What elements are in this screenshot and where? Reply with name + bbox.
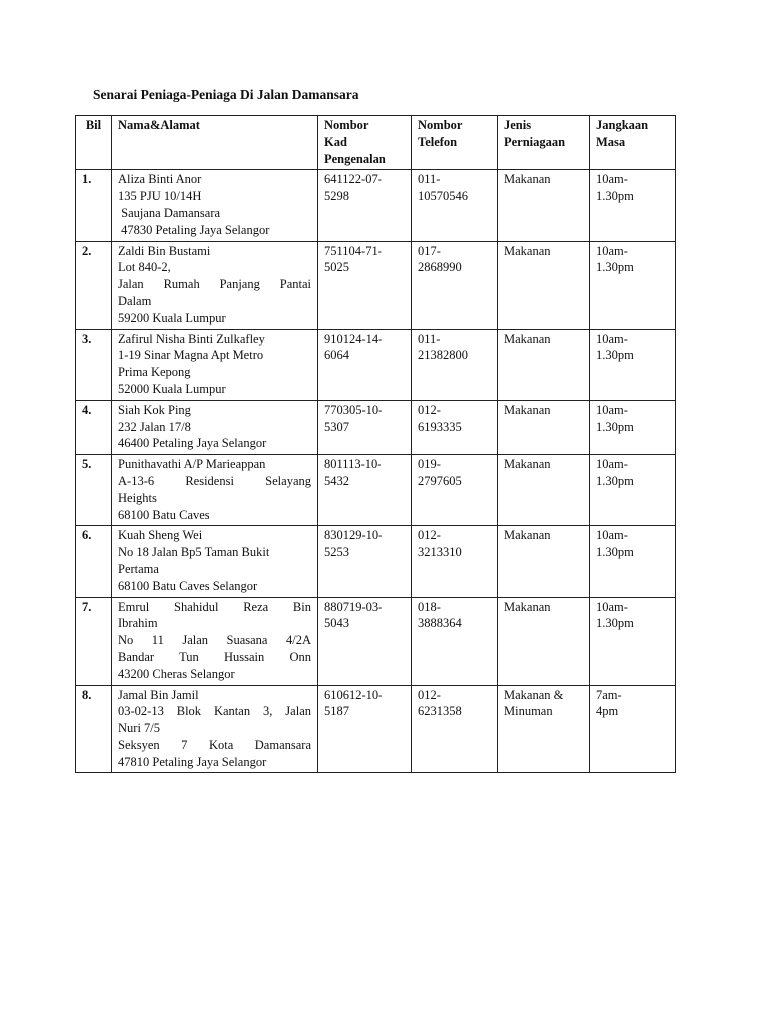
cell-nama-alamat-line: Zaldi Bin Bustami xyxy=(118,243,211,258)
cell-bil: 2. xyxy=(76,241,112,329)
cell-nama-alamat-line: Siah Kok Ping xyxy=(118,402,191,417)
cell-jangkaan-masa-line: 1.30pm xyxy=(596,473,634,488)
cell-telefon xyxy=(412,241,498,329)
cell-nama-alamat-line: No 11 Jalan Suasana 4/2A xyxy=(118,633,311,648)
table-row xyxy=(76,597,676,685)
cell-kad-pengenalan xyxy=(318,526,412,597)
cell-nama-alamat xyxy=(112,685,318,773)
cell-jangkaan-masa xyxy=(590,455,676,526)
table-row xyxy=(76,685,676,773)
cell-kad-pengenalan-line: 6064 xyxy=(324,348,349,363)
cell-telefon-line: 011- xyxy=(418,331,441,346)
cell-telefon-line: 3888364 xyxy=(418,616,462,631)
cell-jenis-perniagaan xyxy=(498,685,590,773)
cell-nama-alamat-line: 68100 Batu Caves Selangor xyxy=(118,578,258,593)
cell-nama-alamat-line: Prima Kepong xyxy=(118,365,191,380)
cell-telefon-line: 017- xyxy=(418,243,441,258)
cell-nama-alamat-line: Punithavathi A/P Marieappan xyxy=(118,457,266,472)
header-jenis-perniagaan xyxy=(498,116,590,170)
cell-nama-alamat-line: Aliza Binti Anor xyxy=(118,172,202,187)
cell-nama-alamat-line: 232 Jalan 17/8 xyxy=(118,419,191,434)
cell-telefon-line: 2868990 xyxy=(418,260,462,275)
cell-nama-alamat xyxy=(112,526,318,597)
cell-jenis-perniagaan-line: Makanan xyxy=(504,599,551,614)
cell-nama-alamat-line: 59200 Kuala Lumpur xyxy=(118,310,226,325)
header-line: Nombor xyxy=(418,118,463,132)
cell-nama-alamat-line: A-13-6 Residensi Selayang xyxy=(118,473,311,488)
cell-nama-alamat-line: Ibrahim xyxy=(118,616,158,631)
cell-telefon-line: 10570546 xyxy=(418,189,468,204)
cell-nama-alamat xyxy=(112,329,318,400)
cell-nama-alamat-line: Kuah Sheng Wei xyxy=(118,528,203,543)
cell-nama-alamat-line: Nuri 7/5 xyxy=(118,721,161,736)
cell-jenis-perniagaan xyxy=(498,526,590,597)
cell-kad-pengenalan xyxy=(318,400,412,454)
cell-kad-pengenalan-line: 5432 xyxy=(324,473,349,488)
cell-bil: 7. xyxy=(76,597,112,685)
cell-kad-pengenalan-line: 5025 xyxy=(324,260,349,275)
cell-telefon xyxy=(412,170,498,241)
cell-jangkaan-masa-line: 10am- xyxy=(596,599,628,614)
cell-nama-alamat-line: 52000 Kuala Lumpur xyxy=(118,381,226,396)
cell-telefon xyxy=(412,455,498,526)
cell-jenis-perniagaan xyxy=(498,597,590,685)
cell-kad-pengenalan xyxy=(318,685,412,773)
table-row xyxy=(76,400,676,454)
header-line: Jangkaan xyxy=(596,118,649,132)
cell-bil: 1. xyxy=(76,170,112,241)
cell-jenis-perniagaan-line: Minuman xyxy=(504,704,553,719)
cell-nama-alamat-line: 47810 Petaling Jaya Selangor xyxy=(118,754,267,769)
cell-kad-pengenalan xyxy=(318,455,412,526)
cell-telefon-line: 012- xyxy=(418,687,441,702)
cell-nama-alamat-line: Pertama xyxy=(118,561,159,576)
cell-nama-alamat xyxy=(112,170,318,241)
cell-nama-alamat-line: Emrul Shahidul Reza Bin xyxy=(118,599,311,614)
cell-bil: 6. xyxy=(76,526,112,597)
table-row xyxy=(76,329,676,400)
cell-nama-alamat-line: Zafirul Nisha Binti Zulkafley xyxy=(118,331,265,346)
cell-jangkaan-masa xyxy=(590,241,676,329)
cell-bil: 3. xyxy=(76,329,112,400)
cell-bil: 5. xyxy=(76,455,112,526)
cell-kad-pengenalan-line: 751104-71- xyxy=(324,243,382,258)
cell-jangkaan-masa-line: 10am- xyxy=(596,402,628,417)
cell-kad-pengenalan-line: 880719-03- xyxy=(324,599,383,614)
cell-jenis-perniagaan xyxy=(498,455,590,526)
cell-kad-pengenalan-line: 770305-10- xyxy=(324,402,383,417)
cell-kad-pengenalan-line: 830129-10- xyxy=(324,528,383,543)
cell-jangkaan-masa xyxy=(590,400,676,454)
cell-jangkaan-masa xyxy=(590,597,676,685)
cell-kad-pengenalan-line: 910124-14- xyxy=(324,331,383,346)
cell-nama-alamat-line: Heights xyxy=(118,490,157,505)
cell-nama-alamat xyxy=(112,455,318,526)
header-nama-alamat: Nama&Alamat xyxy=(112,116,318,170)
cell-jenis-perniagaan-line: Makanan xyxy=(504,331,551,346)
cell-kad-pengenalan-line: 801113-10- xyxy=(324,457,382,472)
cell-jenis-perniagaan xyxy=(498,400,590,454)
cell-jenis-perniagaan-line: Makanan xyxy=(504,243,551,258)
table-row xyxy=(76,526,676,597)
header-line: Telefon xyxy=(418,134,458,149)
cell-jangkaan-masa-line: 10am- xyxy=(596,172,628,187)
header-line: Perniagaan xyxy=(504,134,566,149)
cell-nama-alamat-line: 68100 Batu Caves xyxy=(118,507,210,522)
cell-jangkaan-masa xyxy=(590,329,676,400)
cell-telefon-line: 019- xyxy=(418,457,441,472)
cell-kad-pengenalan xyxy=(318,329,412,400)
cell-jangkaan-masa-line: 7am- xyxy=(596,687,622,702)
cell-kad-pengenalan-line: 641122-07- xyxy=(324,172,382,187)
cell-telefon xyxy=(412,329,498,400)
cell-kad-pengenalan-line: 610612-10- xyxy=(324,687,383,702)
cell-jangkaan-masa xyxy=(590,170,676,241)
cell-telefon-line: 3213310 xyxy=(418,545,462,560)
header-line: Masa xyxy=(596,134,626,149)
cell-nama-alamat-line: Saujana Damansara xyxy=(118,205,221,220)
cell-telefon xyxy=(412,400,498,454)
cell-jenis-perniagaan-line: Makanan & xyxy=(504,687,564,702)
cell-jangkaan-masa-line: 4pm xyxy=(596,704,619,719)
cell-nama-alamat-line: 46400 Petaling Jaya Selangor xyxy=(118,436,267,451)
header-line: Kad xyxy=(324,134,347,149)
header-kad-pengenalan xyxy=(318,116,412,170)
cell-jenis-perniagaan xyxy=(498,241,590,329)
cell-telefon xyxy=(412,597,498,685)
table-header-row xyxy=(76,116,676,170)
cell-jenis-perniagaan-line: Makanan xyxy=(504,528,551,543)
cell-telefon-line: 018- xyxy=(418,599,441,614)
cell-nama-alamat xyxy=(112,597,318,685)
header-bil: Bil xyxy=(76,116,112,170)
header-line: Pengenalan xyxy=(324,151,386,166)
cell-nama-alamat-line: 43200 Cheras Selangor xyxy=(118,666,235,681)
cell-kad-pengenalan-line: 5187 xyxy=(324,704,349,719)
cell-telefon xyxy=(412,685,498,773)
cell-nama-alamat-line: Lot 840-2, xyxy=(118,260,171,275)
cell-kad-pengenalan xyxy=(318,597,412,685)
cell-jangkaan-masa xyxy=(590,526,676,597)
cell-jangkaan-masa-line: 1.30pm xyxy=(596,260,634,275)
cell-jangkaan-masa-line: 1.30pm xyxy=(596,189,634,204)
cell-jangkaan-masa-line: 1.30pm xyxy=(596,419,634,434)
cell-telefon xyxy=(412,526,498,597)
cell-kad-pengenalan-line: 5298 xyxy=(324,189,349,204)
cell-jangkaan-masa-line: 10am- xyxy=(596,457,628,472)
header-jangkaan-masa xyxy=(590,116,676,170)
cell-nama-alamat xyxy=(112,400,318,454)
cell-jangkaan-masa-line: 10am- xyxy=(596,331,628,346)
cell-kad-pengenalan-line: 5307 xyxy=(324,419,349,434)
cell-jenis-perniagaan xyxy=(498,170,590,241)
cell-nama-alamat-line: Bandar Tun Hussain Onn xyxy=(118,649,311,664)
cell-nama-alamat-line: 135 PJU 10/14H xyxy=(118,189,202,204)
cell-jangkaan-masa-line: 10am- xyxy=(596,528,628,543)
header-line: Jenis xyxy=(504,118,532,132)
traders-table xyxy=(75,115,676,773)
cell-jenis-perniagaan-line: Makanan xyxy=(504,457,551,472)
cell-jangkaan-masa-line: 1.30pm xyxy=(596,616,634,631)
document-title: Senarai Peniaga-Peniaga Di Jalan Damansara xyxy=(93,87,359,102)
cell-bil: 4. xyxy=(76,400,112,454)
table-row xyxy=(76,241,676,329)
cell-jenis-perniagaan-line: Makanan xyxy=(504,402,551,417)
cell-bil: 8. xyxy=(76,685,112,773)
cell-jenis-perniagaan-line: Makanan xyxy=(504,172,551,187)
cell-telefon-line: 011- xyxy=(418,172,441,187)
header-telefon xyxy=(412,116,498,170)
cell-telefon-line: 6193335 xyxy=(418,419,462,434)
cell-kad-pengenalan-line: 5043 xyxy=(324,616,349,631)
cell-telefon-line: 21382800 xyxy=(418,348,468,363)
cell-telefon-line: 2797605 xyxy=(418,473,462,488)
cell-kad-pengenalan-line: 5253 xyxy=(324,545,349,560)
cell-telefon-line: 012- xyxy=(418,528,441,543)
cell-nama-alamat-line: Seksyen 7 Kota Damansara xyxy=(118,737,311,752)
cell-nama-alamat-line: 1-19 Sinar Magna Apt Metro xyxy=(118,348,264,363)
table-row xyxy=(76,170,676,241)
cell-jangkaan-masa-line: 1.30pm xyxy=(596,348,634,363)
cell-kad-pengenalan xyxy=(318,241,412,329)
cell-jenis-perniagaan xyxy=(498,329,590,400)
cell-jangkaan-masa-line: 10am- xyxy=(596,243,628,258)
cell-nama-alamat-line: 03-02-13 Blok Kantan 3, Jalan xyxy=(118,704,311,719)
table-row xyxy=(76,455,676,526)
cell-telefon-line: 6231358 xyxy=(418,704,462,719)
cell-nama-alamat xyxy=(112,241,318,329)
cell-nama-alamat-line: No 18 Jalan Bp5 Taman Bukit xyxy=(118,545,270,560)
cell-nama-alamat-line: Jalan Rumah Panjang Pantai xyxy=(118,277,311,292)
cell-nama-alamat-line: Dalam xyxy=(118,293,152,308)
header-line: Nombor xyxy=(324,118,369,132)
table-body xyxy=(76,170,676,773)
cell-jangkaan-masa xyxy=(590,685,676,773)
cell-nama-alamat-line: Jamal Bin Jamil xyxy=(118,687,199,702)
cell-jangkaan-masa-line: 1.30pm xyxy=(596,545,634,560)
cell-telefon-line: 012- xyxy=(418,402,441,417)
cell-kad-pengenalan xyxy=(318,170,412,241)
cell-nama-alamat-line: 47830 Petaling Jaya Selangor xyxy=(118,222,270,237)
